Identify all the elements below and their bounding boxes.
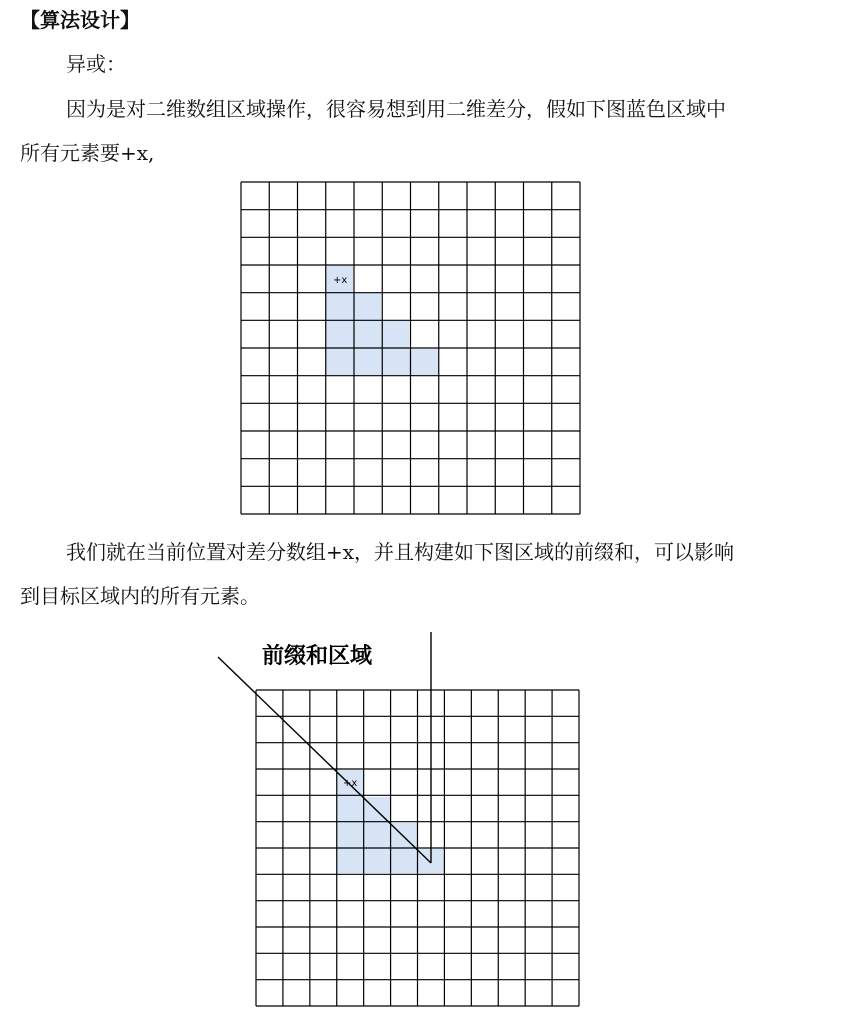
figure-1-grid	[241, 182, 580, 514]
paragraph-1-line-2: 所有元素要+x,	[20, 141, 155, 165]
figure-2-title: 前缀和区域	[262, 644, 373, 669]
figure-2-cell-label: +x	[343, 778, 358, 789]
figure-2-diagonal-line	[218, 657, 431, 863]
paragraph-2-line-1: 我们就在当前位置对差分数组+x，并且构建如下图区域的前缀和，可以影响	[66, 540, 735, 564]
paragraph-2-line-2: 到目标区域内的所有元素。	[20, 584, 260, 608]
figure-2-grid	[218, 632, 579, 1006]
subheading: 异或：	[66, 52, 126, 76]
section-heading: 【算法设计】	[20, 8, 140, 32]
figure-1-cell-label: +x	[333, 275, 348, 286]
paragraph-1-line-1: 因为是对二维数组区域操作，很容易想到用二维差分，假如下图蓝色区域中	[66, 97, 726, 121]
